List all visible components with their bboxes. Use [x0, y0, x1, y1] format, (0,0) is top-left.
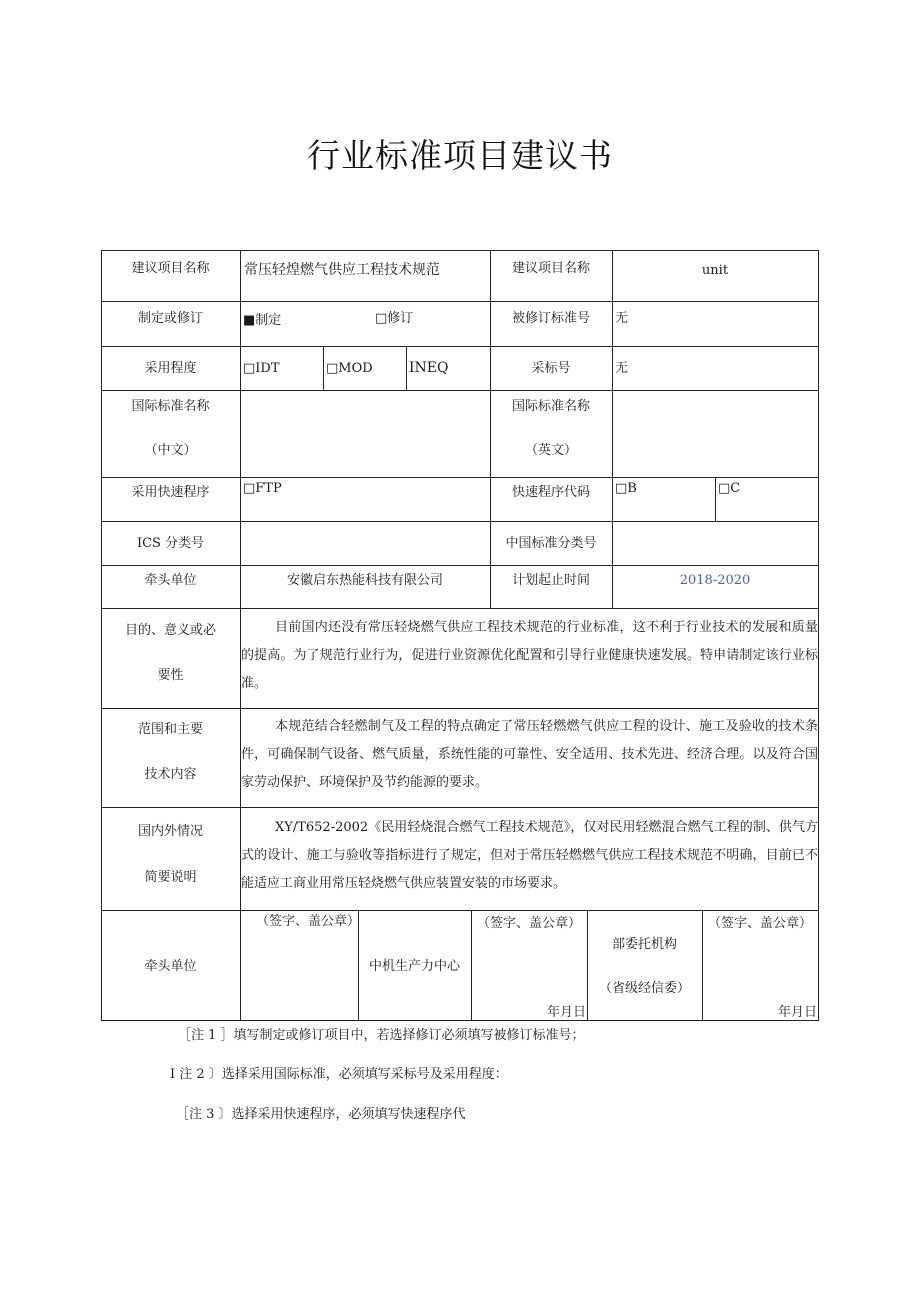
column-divider: [406, 346, 407, 390]
row-divider: [101, 346, 819, 347]
column-divider: [323, 346, 324, 390]
table-border-top: [101, 250, 819, 251]
sign-seal-1: （签字、盖公章）: [256, 914, 361, 929]
label-make-or-revise: 制定或修订: [137, 311, 203, 326]
date-3: 年月日: [778, 1005, 818, 1020]
label-status: 国内外情况: [137, 824, 203, 839]
ministry-org: 部委托机构: [611, 937, 677, 952]
label-intl-std-name-en-sub: （英文）: [524, 443, 577, 458]
label-lead-unit-sign: 牵头单位: [144, 959, 197, 974]
ministry-org-sub: （省级经信委）: [598, 981, 690, 996]
row-divider: [101, 565, 819, 566]
label-intl-std-name-cn: 国际标准名称: [131, 399, 210, 414]
org-mid: 中机生产力中心: [368, 959, 460, 974]
label-ccs: 中国标准分类号: [505, 536, 597, 551]
label-fast-procedure: 采用快速程序: [131, 485, 210, 500]
checkbox-ftp[interactable]: □FTP: [243, 481, 282, 496]
checkbox-neq[interactable]: INEQ: [409, 360, 449, 376]
value-adoption-no: 无: [615, 361, 629, 376]
note-1: ［注 1 ］填写制定或修订项目中，若选择修订必须填写被修订标准号；: [178, 1028, 585, 1043]
label-scope: 范围和主要: [137, 722, 203, 737]
label-lead-unit: 牵头单位: [144, 573, 197, 588]
column-divider: [715, 477, 716, 521]
row-divider: [101, 608, 819, 609]
value-plan-period: 2018-2020: [679, 573, 751, 588]
checkbox-revise[interactable]: □修订: [375, 311, 414, 326]
label-purpose-sub: 要性: [157, 668, 184, 683]
row-divider: [101, 301, 819, 302]
row-divider: [101, 910, 819, 911]
row-divider: [101, 477, 819, 478]
label-plan-period: 计划起止时间: [511, 573, 590, 588]
label-ics: ICS 分类号: [136, 536, 205, 551]
value-lead-unit: 安徽启东热能科技有限公司: [286, 573, 443, 588]
label-scope-sub: 技术内容: [144, 767, 197, 782]
table-border-right: [818, 250, 819, 1021]
label-purpose: 目的、意义或必: [124, 623, 216, 638]
date-2: 年月日: [547, 1005, 587, 1020]
page-title: 行业标准项目建议书: [307, 136, 613, 175]
label-fast-procedure-code: 快速程序代码: [511, 485, 590, 500]
purpose-text: 目前国内还没有常压轻烧燃气供应工程技术规范的行业标准，这不利于行业技术的发展和质量的提高。为了规范行业行为，促进行业资源优化配置和引导行业健康快速发展。特申请制定该行业标准。: [241, 620, 818, 691]
value-project-name-right: unit: [701, 263, 729, 278]
sign-seal-2: （签字、盖公章）: [476, 916, 581, 931]
checkbox-b[interactable]: □B: [615, 481, 637, 496]
checkbox-c[interactable]: □C: [718, 481, 741, 496]
sign-seal-3: （签字、盖公章）: [707, 916, 812, 931]
checkbox-make[interactable]: ■制定: [243, 313, 282, 328]
table-border-bottom: [101, 1020, 819, 1021]
label-project-name-right: 建议项目名称: [511, 261, 590, 276]
label-status-sub: 简要说明: [144, 870, 197, 885]
scope-text: 本规范结合轻燃制气及工程的特点确定了常压轻燃燃气供应工程的设计、施工及验收的技术条件，可确保制气设备、燃气质量，系统性能的可靠性、安全适用、技术先进、经济合理。以及符合国家劳动保护、环境保护及节约能源的要求。: [241, 719, 818, 790]
label-adoption-degree: 采用程度: [144, 361, 197, 376]
note-2: I 注 2 〕选择采用国际标准，必须填写采标号及采用程度：: [170, 1067, 508, 1082]
status-text: XY/T652-2002《民用轻烧混合燃气工程技术规范》，仅对民用轻燃混合燃气工程的制、供气方式的设计、施工与验收等指标进行了规定，但对于常压轻燃燃气供应工程技术规范不明确，目前已不能适应工商业用常压轻烧燃气供应装置安装的市场要求。: [241, 820, 818, 891]
value-project-name: 常压轻煌燃气供应工程技术规范: [244, 262, 440, 278]
row-divider: [101, 708, 819, 709]
checkbox-idt[interactable]: □IDT: [243, 361, 280, 376]
label-intl-std-name-cn-sub: （中文）: [144, 443, 197, 458]
label-adoption-no: 采标号: [531, 361, 571, 376]
note-3: ［注 3 〕选择采用快速程序，必须填写快速程序代: [176, 1107, 466, 1122]
column-divider: [490, 250, 491, 608]
column-divider: [612, 250, 613, 608]
row-divider: [101, 521, 819, 522]
label-intl-std-name-en: 国际标准名称: [511, 399, 590, 414]
value-revised-std-no: 无: [615, 311, 629, 326]
label-revised-std-no: 被修订标准号: [511, 311, 590, 326]
checkbox-mod[interactable]: □MOD: [326, 361, 373, 376]
column-divider: [587, 910, 588, 1020]
row-divider: [101, 390, 819, 391]
label-project-name: 建议项目名称: [131, 261, 210, 276]
row-divider: [101, 807, 819, 808]
